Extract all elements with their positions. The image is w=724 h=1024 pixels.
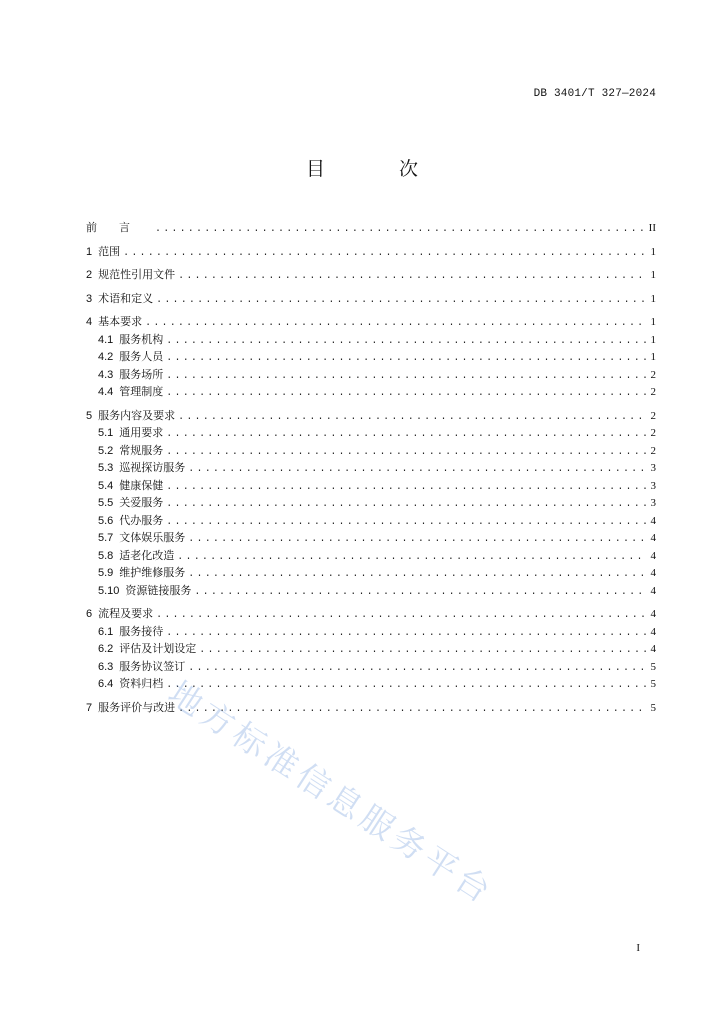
toc-leader-dots [166,514,647,532]
toc-entry[interactable] [86,313,656,331]
toc-entry-page: 1 [650,269,656,281]
document-code: DB 3401/T 327—2024 [533,88,656,100]
toc-entry-page: 1 [650,333,656,346]
toc-entry[interactable] [86,442,656,460]
toc-entry-label: 服务场所 [119,367,164,381]
toc-entry-label: 规范性引用文件 [98,268,176,281]
page-number: I [636,942,640,954]
toc-entry[interactable] [86,424,656,442]
toc-entry[interactable] [86,494,656,512]
toc-entry-number: 5.4 [98,479,114,492]
toc-entry-page: 4 [650,625,656,638]
toc-entry[interactable] [86,407,656,425]
toc-leader-dots [166,444,647,462]
toc-entry-label: 管理制度 [119,385,164,398]
toc-entry-label: 资料归档 [119,677,164,690]
toc-entry[interactable] [86,512,656,530]
toc-entry[interactable] [86,266,656,284]
toc-leader-dots [178,268,647,286]
toc-entry-label: 前言 [86,221,152,234]
toc-entry-number: 5.1 [98,427,114,439]
toc-entry[interactable] [86,331,656,349]
toc-entry[interactable] [86,699,656,717]
toc-leader-dots [166,350,647,368]
page-title: 目 次 [305,158,453,180]
toc-entry-label: 健康保健 [119,478,164,492]
toc-entry-label: 代办服务 [119,513,164,527]
toc-entry[interactable] [86,529,656,547]
toc-entry-number: 5.9 [98,567,114,579]
toc-entry-label: 服务评价与改进 [98,700,176,714]
toc-leader-dots [166,368,647,386]
toc-leader-dots [166,333,647,351]
toc-entry-page: 1 [650,245,656,258]
toc-entry-number: 4.2 [98,351,114,363]
toc-leader-dots [178,701,647,719]
toc-leader-dots [166,677,647,695]
toc-leader-dots [194,584,647,602]
toc-entry-number: 6.1 [98,625,114,638]
toc-entry[interactable] [86,459,656,477]
toc-entry-page: 4 [650,549,656,562]
toc-entry-page: 5 [650,678,656,690]
toc-entry[interactable] [86,658,656,676]
toc-leader-dots [178,409,647,427]
toc-entry-page: 2 [650,386,656,398]
toc-entry-page: 2 [650,409,656,422]
toc-entry[interactable] [86,383,656,401]
toc-entry-page: 3 [650,462,656,474]
toc-entry-number: 7 [86,701,93,714]
toc-entry-number: 1 [86,245,93,258]
toc-entry-label: 关爱服务 [119,496,164,509]
toc-entry-page: 4 [650,608,656,620]
toc-entry-page: II [648,222,656,234]
toc-entry-number: 5.8 [98,549,114,562]
toc-entry-label: 流程及要求 [98,607,154,620]
toc-leader-dots [177,549,647,567]
toc-entry-label: 服务内容及要求 [98,408,176,422]
toc-entry-label: 常规服务 [119,443,164,457]
toc-leader-dots [188,660,647,678]
toc-entry[interactable] [86,564,656,582]
toc-leader-dots [166,426,647,444]
toc-leader-dots [166,496,647,514]
toc-entry[interactable] [86,623,656,641]
table-of-contents [86,219,656,716]
toc-entry[interactable] [86,348,656,366]
toc-entry-page: 1 [650,292,656,305]
toc-leader-dots [199,642,647,660]
toc-leader-dots [155,221,646,239]
toc-entry-page: 1 [650,351,656,363]
toc-entry[interactable] [86,605,656,623]
toc-entry[interactable] [86,366,656,384]
toc-entry-number: 4.1 [98,333,114,346]
toc-leader-dots [188,461,647,479]
toc-entry[interactable] [86,582,656,600]
toc-entry-label: 服务人员 [119,350,164,363]
toc-entry-label: 术语和定义 [98,291,154,305]
toc-entry[interactable] [86,290,656,308]
toc-leader-dots [166,385,647,403]
toc-entry-label: 评估及计划设定 [119,642,197,655]
toc-entry-label: 通用要求 [119,426,164,439]
toc-entry-number: 6.3 [98,660,114,673]
toc-entry-number: 5.10 [98,584,120,597]
toc-entry-number: 5.3 [98,462,114,474]
toc-entry-label: 范围 [98,244,121,258]
toc-entry-label: 资源链接服务 [125,583,192,597]
toc-entry-page: 5 [650,701,656,714]
toc-entry[interactable] [86,640,656,658]
toc-entry[interactable] [86,477,656,495]
toc-entry-page: 4 [650,514,656,527]
toc-entry-page: 2 [650,368,656,381]
toc-leader-dots [188,566,647,584]
toc-entry-label: 文体娱乐服务 [119,531,186,544]
toc-leader-dots [156,292,647,310]
toc-entry-number: 4.4 [98,386,114,398]
toc-entry-label: 巡视探访服务 [119,461,186,474]
toc-leader-dots [166,479,647,497]
toc-entry-label: 基本要求 [98,315,143,328]
toc-leader-dots [188,531,647,549]
toc-entry-number: 5.5 [98,497,114,509]
toc-entry[interactable] [86,547,656,565]
toc-entry[interactable] [86,219,656,237]
toc-entry-page: 3 [650,479,656,492]
toc-leader-dots [123,245,647,263]
toc-entry-label: 维护维修服务 [119,566,186,579]
watermark: 地方标准信息服务平台 [161,673,502,913]
toc-entry-page: 5 [650,660,656,673]
toc-entry-number: 5 [86,409,93,422]
toc-leader-dots [156,607,647,625]
toc-entry-number: 6 [86,608,93,620]
toc-entry-label: 服务协议签订 [119,659,186,673]
toc-entry-label: 服务机构 [119,332,164,346]
toc-entry-number: 6.2 [98,643,114,655]
toc-entry-page: 4 [650,643,656,655]
toc-entry-page: 4 [650,567,656,579]
toc-entry-page: 4 [650,584,656,597]
toc-leader-dots [145,315,647,333]
toc-entry-number: 5.2 [98,444,114,457]
toc-entry-number: 4 [86,316,93,328]
toc-entry-page: 2 [650,444,656,457]
toc-entry-label: 服务接待 [119,624,164,638]
toc-leader-dots [166,625,647,643]
toc-entry-page: 2 [650,427,656,439]
toc-entry-number: 2 [86,269,93,281]
toc-entry-page: 4 [650,532,656,544]
toc-entry-page: 3 [650,497,656,509]
toc-entry[interactable] [86,675,656,693]
toc-entry-number: 5.7 [98,532,114,544]
toc-entry-number: 6.4 [98,678,114,690]
toc-entry-number: 4.3 [98,368,114,381]
toc-entry-page: 1 [650,316,656,328]
toc-entry-number: 5.6 [98,514,114,527]
toc-entry-label: 适老化改造 [119,548,175,562]
toc-entry-number: 3 [86,292,93,305]
toc-entry[interactable] [86,243,656,261]
